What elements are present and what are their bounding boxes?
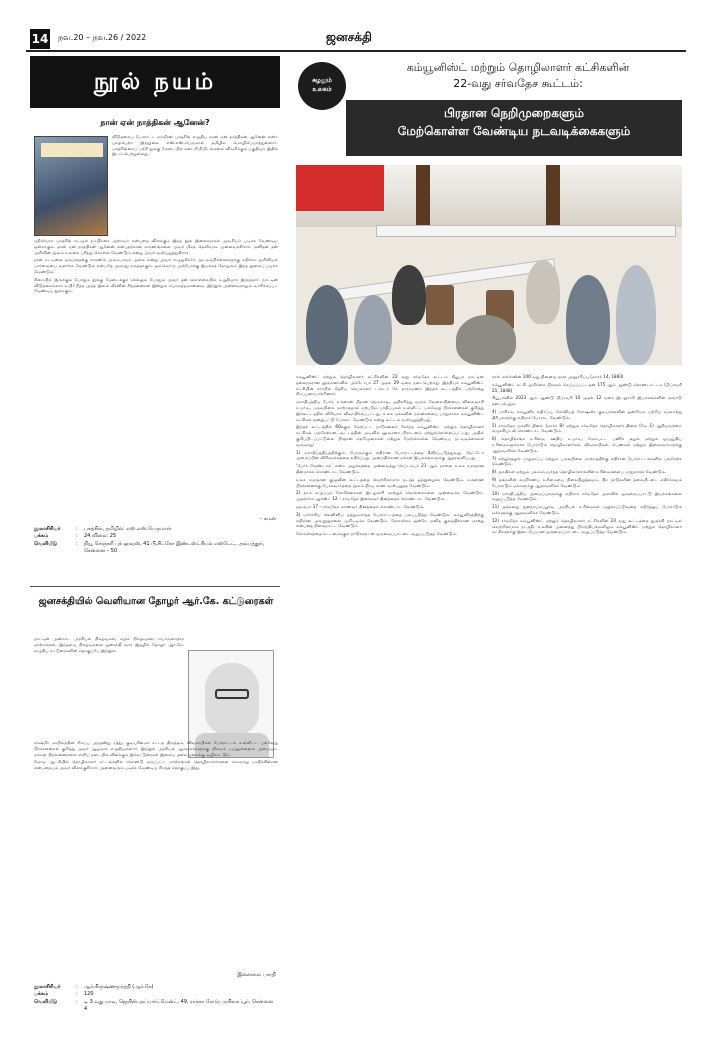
detail-label: வெளியீடு: [34, 998, 57, 1005]
article-paragraph: 9) தங்களின் சுயநிர்ணய உரிமையை நிலைநிறுத்தவும், பிற நாடுகளின் தலையீட்டை எதிர்க்கவும் போராடும் மக்களுக்கு ஆதரவளிக்க வேண்டும்.: [492, 476, 682, 488]
headline-line: கம்யூனிஸ்ட் மற்றும் தொழிலாளர் கட்சிகளின்: [406, 61, 630, 74]
article-paragraph: 5) சர்வதேச மகளிர் தினம் (மார்ச் 8) மற்றும் சர்வதேச தொழிலாளர் தினம் (மே 1) ஆகியவற்றை எழுச்சியுடன் கொண்டாட வேண்டும்.: [492, 422, 682, 434]
article-paragraph: கால் மார்க்ஸின் 140 வது நினைவு நாள் அனுசரிப்பு (மார்ச் 14, 1883): [492, 374, 624, 379]
review1-book-details: [34, 526, 276, 556]
book-cover-image: [34, 136, 108, 236]
issue-dates: நவ.20 – நவ.26 / 2022: [58, 33, 147, 42]
logo-line: உலகம்: [312, 86, 332, 93]
detail-value: டி 3 வது மாடி, ஜெயின் அப்பார்ட்மென்ட், 49, ராக்கா ரோடு, மயிலாப்பூர், சென்னை 4: [84, 998, 274, 1013]
detail-label: பக்கம்: [34, 991, 49, 998]
detail-value: 24 விலை: 25: [84, 533, 117, 540]
logo-line: சுழலும்: [312, 77, 332, 84]
detail-label: நூலாசிரியர்: [34, 984, 61, 990]
review1-paragraph: விடுதலைப் போராட்ட மாவீரன் பகத்சிங் எழுதிய நான் ஏன் நாத்திகன் ஆனேன் என்ற புகழ்பெற்ற இந்நூலை எஸ்.எஸ்.பெருமாள் தமிழில் மொழிபெயர்த்துள்ளார். பகத்சிங்கைப் பற்றி தூக்கு மேடையில் கடைசி நிமிடங்களை விவரிக்கும் பகுதியும் இதில் இடம் பெற்றுள்ளது.: [112, 134, 278, 157]
review1-body: [34, 238, 278, 514]
detail-row: வெளியீடு : நியூ செஞ்சுரி புக் ஹவுஸ், 41 பி,சிட்கோ இண்டஸ்ட்ரியல் எஸ்டேட், அம்பத்தூர், சென்னை – 50: [34, 541, 276, 556]
article-paragraph: 8) அகதிகள் மற்றும் புலம்பெயர்ந்த தொழிலாளர்களின் உரிமைகளைப் பாதுகாக்க வேண்டும்.: [492, 469, 667, 475]
article-paragraph: 1) ஏகாதிபத்தியத்திற்கும், போருக்கும் எதிரான போராட்டத்தை தீவிரப்படுத்துவது. நேட்டோ அமைப்பின் விரிவாக்கத்தை எதிர்ப்பது. அமைதிக்கான மக்கள் இயக்கங்களுக்கு ஆதரவளிப்பது.: [296, 449, 484, 461]
newspaper-name: ஜனசக்தி: [326, 30, 372, 44]
subhead-line: பிரதான நெறிமுறைகளும்: [443, 106, 585, 120]
section-divider: [30, 586, 280, 587]
article-paragraph: உலக சமாதான குழுவின் கூட்டத்தை வெற்றிகரமாக நடத்த ஒத்துழைக்க வேண்டும். உக்ரைன் பிரச்சனைக்கு பேச்சுவார்த்தை மூலம் தீர்வு காண வலியுறுத்த வேண்டும்.: [296, 476, 484, 488]
article-paragraph: 4) பாசிசம், கம்யூனிச எதிர்ப்பு, சோவியத் சோஷலிச குடியரசுகளின் ஒன்றியம் பற்றிய வரலாற்று திரிபுகளுக்கு எதிராக போராட வேண்டும்.: [492, 408, 682, 420]
article-paragraph: கம்யூனிஸ்ட் கட்சி அறிக்கை பிரசுரம் செய்யப்பட்டதன் 175 ஆம் ஆண்டு கொண்டாட்டம் (பிப்ரவரி 21, 1848): [492, 381, 682, 393]
article-headline: [350, 60, 686, 92]
review2-intro: [34, 636, 184, 738]
detail-value: நியூ செஞ்சுரி புக் ஹவுஸ், 41 பி,சிட்கோ இண்டஸ்ட்ரியல் எஸ்டேட், அம்பத்தூர், சென்னை – 50: [84, 540, 265, 555]
detail-row: பக்கம் : 24 விலை: 25: [34, 533, 117, 540]
article-paragraph: கியூபாவில் 2023 ஆம் ஆண்டு பிப்ரவரி 10 முதல் 12 வரை இடதுசாரி இயக்கங்களின் மாநாடு நடைபெறும்.: [492, 395, 682, 407]
article-paragraph: 2) நாம் எழுப்பும் கோரிக்கைகள் இடதுசாரி மாற்றுக் கொள்கைகளை முன்வைக்க வேண்டும். அதற்காக ஆகஸ்ட் 12 – சர்வதேச இளைஞர் தினத்தைக் கொண்டாட வேண்டும்.: [296, 490, 484, 502]
review2-signature: இன்னவை பாரதி: [237, 972, 276, 978]
detail-label: நூலாசிரியர்: [34, 526, 61, 532]
page-header: [26, 28, 686, 52]
review1-intro: [112, 134, 278, 236]
detail-label: பக்கம்: [34, 533, 49, 540]
review2-book-details: [34, 984, 276, 1014]
article-paragraph: நவம்பர் 17 – சர்வதேச மாணவர் தினத்தைக் கொண்டாட வேண்டும்.: [296, 503, 425, 509]
headline-line: 22-வது சர்வதேச கூட்டம்:: [453, 77, 583, 90]
detail-row: வெளியீடு : டி 3 வது மாடி, ஜெயின் அப்பார்ட்மென்ட், 49, ராக்கா ரோடு, மயிலாப்பூர், சென்னை 4: [34, 999, 276, 1014]
review1-paragraph: ஏதிலியாக பகத்சிங் கடவுள் நம்பிக்கை அற்றவர் என்பதை விளக்கும் இந்த நூல் இளைஞர்கள் அவசியம் படிக்க வேண்டிய ஒன்றாகும். தான் ஏன் நாத்திகன் ஆனேன் என்பதற்கான காரணங்களை அவர் மிகத் தெளிவாக முன்வைக்கிறார். மனிதன் தன் அறிவின் மூலம் உலகை புரிந்து கொள்ள வேண்டும் என்று அவர் வலியுறுத்துகிறார்.: [34, 238, 278, 255]
article-paragraph: ஏகாதிபத்திய போர், உக்ரைன் மீதான நெருக்கடி, அதிகரித்து வரும் வேலையின்மை, விலைவாசி உயர்வு, பருவநிலை மாற்றத்தால் ஏற்படும் பாதிப்புகள் உள்ளிட்ட பல்வேறு பிரச்சனைகள் குறித்து இக்கூட்டத்தில் விரிவாக விவாதிக்கப்பட்டது. உலக மக்களின் நலன்களைப் பாதுகாக்க கம்யூனிஸ்ட் கட்சிகள் ஒன்றுபட்டு போராட வேண்டும் என்று கூட்டம் வலியுறுத்தியது.: [296, 399, 484, 422]
review2-paragraph: காஷ்மீர் மாநிலத்தின் சிறப்பு அந்தஸ்து ரத்து, குடியுரிமைச் சட்டத் திருத்தம், விவசாயிகள் போராட்டம் உள்ளிட்ட பல்வேறு பிரச்சனைகள் குறித்து அவர் ஆழமாக எழுதியுள்ளார். இந்நூல் அரசியல் ஆர்வலர்களுக்கு மிகவும் பயனுள்ளதாக அமையும். மக்கள் பிரச்சனைகளை எளிய நடையில் விளக்கும் இக்கட்டுரைகள் இளைய தலைமுறைக்கு வழிகாட்டும்.: [34, 740, 278, 757]
review1-signature: – சுமன்: [259, 516, 276, 522]
detail-value: ஆர்.கிருஷ்ணமூர்த்தி (ஆர்.கே): [84, 984, 154, 990]
review1-title: நான் ஏன் நாத்திகன் ஆனேன்?: [100, 118, 210, 127]
review1-paragraph: நான் கடவுளை நம்பாததற்கு காரணம் அகம்பாவம் அல்ல என்று அவர் எழுதுகிறார். மூடநம்பிக்கைகளுக்கு எதிராக அறிவியல் பார்வையை வளர்க்க வேண்டும் என்பதே அவரது கருத்தாகும். ஒவ்வொரு முற்போக்கு இயக்கத் தோழரும் இந்த நூலைப் படிக்க வேண்டும்.: [34, 257, 278, 274]
world-column-logo: [298, 62, 346, 110]
review2-body: [34, 740, 278, 970]
detail-row: நூலாசிரியர் : ஆர்.கிருஷ்ணமூர்த்தி (ஆர்.கே): [34, 984, 154, 990]
detail-value: 120: [84, 991, 94, 998]
detail-row: பக்கம் : 120: [34, 991, 94, 998]
article-paragraph: 11) தங்களது ஜனநாயகப்பூர்வ அரசியல் உரிமைகள் மறுக்கப்படுவதை எதிர்த்துப் போராடும் மக்களுக்கு ஆதரவளிக்க வேண்டும்.: [492, 504, 682, 515]
article-paragraph: சோசலிசத்தை கட்டமைக்கும் நாடுகளுடன் ஒருமைப்பாட்டை வலுப்படுத்த வேண்டும்.: [296, 531, 458, 537]
review1-paragraph: சிறையில் இருக்கும் போதும் தூக்கு மேடைக்குச் செல்லும் போதும் அவர் தன் கொள்கையில் உறுதியாக இருந்தார். நாட்டின் விடுதலைக்காக உயிர் நீத்த அந்த இளம் வீரனின் சிந்தனைகள் இன்றும் பொருத்தமானவை. இந்நூல் அனைவராலும் வாசிக்கப்பட வேண்டிய நூலாகும்.: [34, 276, 278, 294]
article-paragraph: 3) மார்க்சிய லெனினிய தத்துவார்த்த போராட்டத்தை பலப்படுத்த வேண்டும். கம்யூனிசத்திற்கு எதிரான அவதூறுகளை முறியடிக்க வேண்டும். சோசலிசம் ஒன்றே மனித குலத்திற்கான மாற்று என்பதை நிலைநாட்ட வேண்டும்.: [296, 511, 484, 529]
subhead-line: மேற்கொள்ள வேண்டிய நடவடிக்கைகளும்: [397, 124, 631, 138]
article-paragraph: 12) சர்வதேச கம்யூனிஸ்ட் மற்றும் தொழிலாளர் கட்சிகளின் 23 வது கூட்டத்தை துருக்கி நாட்டில் வெற்றிகரமாக நடத்தி, உலகின் அனைத்து பிராந்தியங்களிலும் கம்யூனிஸ்ட் மற்றும் தொழிலாளர் கட்சிகளுக்கு இடையேயான ஒருமைப்பாட்டை வலுப்படுத்த வேண்டும்.: [492, 517, 682, 535]
review2-paragraph: மோடி ஆட்சியில் தொழிலாளர் சட்டங்களில் கொண்டு வரப்பட்ட மாற்றங்கள் தொழிலாளர்களை எவ்வாறு பாதிக்கின்றன என்பதையும் அவர் விளக்குகிறார். அனைவரும் படிக்க வேண்டிய சிறந்த தொகுப்பு இது.: [34, 759, 278, 771]
article-paragraph: 6) தொழிற்சங்க உரிமை, ஊதிய உயர்வு, மேம்பட்ட பணிச் சூழல் மற்றும் ஓய்வூதிய உரிமைகளுக்காக போராடும் தொழிலாளர்கள், விவசாயிகள், பெண்கள் மற்றும் இளைஞர்களுக்கு ஆதரவளிக்க வேண்டும்.: [492, 436, 682, 453]
page-number: 14: [30, 29, 50, 49]
article-paragraph: 10) ஏகாதிபத்திய அமைப்புகளுக்கு எதிராக சர்வதேச அளவில் ஒருமைப்பாட்டு இயக்கங்களை வலுப்படுத்த வேண்டும்.: [492, 490, 682, 502]
article-column-2: [492, 374, 682, 1034]
detail-value: பகத்சிங், தமிழில்: எஸ்.எஸ்.பெருமாள்: [84, 526, 172, 532]
detail-row: நூலாசிரியர் : பகத்சிங், தமிழில்: எஸ்.எஸ்.பெருமாள்: [34, 526, 172, 532]
article-paragraph: ‘போர் வேண்டாம்’ என்ற முழக்கத்தை முன்வைத்து செப்டம்பர் 21 ஆம் நாளை உலக சமாதான தினமாகக் கொண்டாட வேண்டும்.: [296, 463, 484, 474]
article-paragraph: இந்தக் கூட்டத்தில் 60க்கும் மேற்பட்ட நாடுகளைச் சேர்ந்த கம்யூனிஸ்ட் மற்றும் தொழிலாளர் கட்சிகள் பங்கேற்றன. கூட்டத்தின் முடிவில் ஹவானா பிரகடனம் ஏற்றுக்கொள்ளப்பட்டது. அதில் குறிப்பிடப்பட்டுள்ள பிரதான நெறிமுறைகள் மற்றும் மேற்கொள்ள வேண்டிய நடவடிக்கைகள் வருமாறு:: [296, 424, 484, 447]
review2-paragraph: நாட்டின் அன்றாட அரசியல் நிகழ்வுகள், சமூக நிகழ்வுகள், பொருளாதார மாற்றங்கள், இந்தளவு நிகழ்வுகளை ஜனசக்தி வார இதழில் தோழர் ஆர்.கே. எழுதிய கட்டுரைகளின் தொகுப்பே இந்நூல்.: [34, 636, 184, 653]
article-column-1: [296, 374, 484, 1034]
detail-label: வெளியீடு: [34, 540, 57, 547]
conference-photo: [296, 165, 682, 365]
article-paragraph: கம்யூனிஸ்ட் மற்றும் தொழிலாளர் கட்சிகளின் 22 வது சர்வதேச கூட்டம் கியூபா நாட்டின் தலைநகரான ஹவானாவில் அக்டோபர் 27 முதல் 29 வரை நடைபெற்றது. இந்தியக் கம்யூனிஸ்ட் கட்சியின் சார்பில் தேசிய செயலாளர் டாக்டர் கே நாராயணா இந்தக் கூட்டத்தில் பங்கேற்று சிறப்புரையாற்றினார்.: [296, 374, 484, 397]
review2-title: ஜனசக்தியில் வெளியான தோழர் ஆர்.கே. கட்டுரைகள்: [38, 596, 274, 607]
article-subheadline: [346, 100, 682, 156]
section-banner: நூல் நயம்: [30, 56, 280, 108]
article-paragraph: 7) சுற்றுச்சூழல் பாதுகாப்பு மற்றும் பருவநிலை மாற்றத்திற்கு எதிரான போராட்டங்களில் பங்கேற்க வேண்டும்.: [492, 455, 682, 467]
